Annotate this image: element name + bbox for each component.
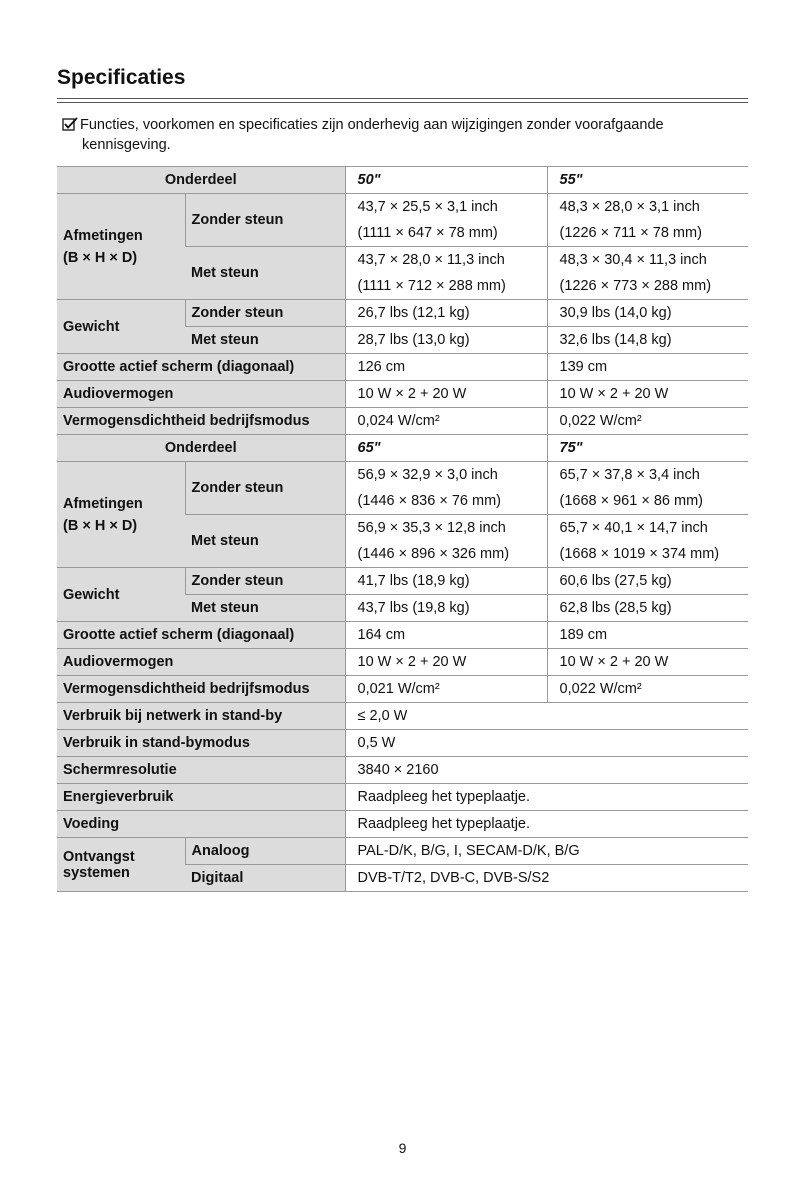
weight-value: 30,9 lbs (14,0 kg) [547,300,748,327]
part-header: Onderdeel [57,435,345,462]
power-density-value: 0,022 W/cm² [547,676,748,703]
weight-value: 41,7 lbs (18,9 kg) [345,568,547,595]
dimension-value: 56,9 × 35,3 × 12,8 inch (1446 × 896 × 326 mm) [345,515,547,568]
dimensions-label [57,194,185,300]
size-header: 50" [345,167,547,194]
dimension-value: 48,3 × 28,0 × 3,1 inch (1226 × 711 × 78 mm) [547,194,748,247]
digital-label: Digitaal [185,865,345,892]
screen-size-value: 189 cm [547,622,748,649]
power-density-value: 0,022 W/cm² [547,408,748,435]
table-row [57,381,748,408]
table-row [57,703,748,730]
with-stand-label: Met steun [185,515,345,568]
dimension-value: 56,9 × 32,9 × 3,0 inch (1446 × 836 × 76 mm) [345,462,547,515]
network-standby-value: ≤ 2,0 W [345,703,748,730]
table-row [57,838,748,865]
dimension-value: 65,7 × 37,8 × 3,4 inch (1668 × 961 × 86 mm) [547,462,748,515]
screen-size-value: 139 cm [547,354,748,381]
audio-value: 10 W × 2 + 20 W [547,381,748,408]
weight-value: 62,8 lbs (28,5 kg) [547,595,748,622]
note-paragraph [62,115,742,155]
dimensions-label-line1: Afmetingen [63,495,143,512]
supply-value: Raadpleeg het typeplaatje. [345,811,748,838]
power-density-label: Vermogensdichtheid bedrijfsmodus [57,408,345,435]
table-row [57,300,748,327]
analog-label: Analoog [185,838,345,865]
dimensions-label [57,462,185,568]
analog-value: PAL-D/K, B/G, I, SECAM-D/K, B/G [345,838,748,865]
screen-size-value: 164 cm [345,622,547,649]
spec-table [57,166,748,892]
weight-label: Gewicht [57,300,185,354]
part-header: Onderdeel [57,167,345,194]
without-stand-label: Zonder steun [185,568,345,595]
table-row [57,784,748,811]
dimension-value: 43,7 × 25,5 × 3,1 inch (1111 × 647 × 78 mm) [345,194,547,247]
note-line-1: Functies, voorkomen en specificaties zijn onderhevig aan wijzigingen zonder voorafgaande [80,117,664,133]
screen-size-label: Grootte actief scherm (diagonaal) [57,622,345,649]
supply-label: Voeding [57,811,345,838]
table-row [57,167,748,194]
weight-label: Gewicht [57,568,185,622]
with-stand-label: Met steun [185,247,345,300]
table-row [57,811,748,838]
resolution-value: 3840 × 2160 [345,757,748,784]
table-row [57,568,748,595]
table-row [57,194,748,247]
reception-label-line2: systemen [63,864,130,881]
screen-size-value: 126 cm [345,354,547,381]
standby-label: Verbruik in stand-bymodus [57,730,345,757]
without-stand-label: Zonder steun [185,194,345,247]
table-row [57,622,748,649]
table-row [57,435,748,462]
power-density-value: 0,021 W/cm² [345,676,547,703]
dimensions-label-line2: (B × H × D) [63,249,138,266]
weight-value: 32,6 lbs (14,8 kg) [547,327,748,354]
weight-value: 28,7 lbs (13,0 kg) [345,327,547,354]
size-header: 75" [547,435,748,462]
table-row [57,462,748,515]
dimension-value: 48,3 × 30,4 × 11,3 inch (1226 × 773 × 288 mm) [547,247,748,300]
page-title: Specificaties [57,66,186,89]
title-rule-bottom [57,102,748,103]
page-number: 9 [398,1140,407,1156]
reception-label-line1: Ontvangst [63,848,135,865]
size-header: 55" [547,167,748,194]
weight-value: 26,7 lbs (12,1 kg) [345,300,547,327]
dimensions-label-line1: Afmetingen [63,227,143,244]
power-density-value: 0,024 W/cm² [345,408,547,435]
weight-value: 60,6 lbs (27,5 kg) [547,568,748,595]
audio-label: Audiovermogen [57,381,345,408]
table-row [57,757,748,784]
audio-value: 10 W × 2 + 20 W [345,649,547,676]
without-stand-label: Zonder steun [185,300,345,327]
with-stand-label: Met steun [185,327,345,354]
energy-value: Raadpleeg het typeplaatje. [345,784,748,811]
screen-size-label: Grootte actief scherm (diagonaal) [57,354,345,381]
energy-label: Energieverbruik [57,784,345,811]
without-stand-label: Zonder steun [185,462,345,515]
note-line-2: kennisgeving. [82,137,171,153]
digital-value: DVB-T/T2, DVB-C, DVB-S/S2 [345,865,748,892]
table-row [57,354,748,381]
dimension-value: 65,7 × 40,1 × 14,7 inch (1668 × 1019 × 374 mm) [547,515,748,568]
audio-value: 10 W × 2 + 20 W [345,381,547,408]
power-density-label: Vermogensdichtheid bedrijfsmodus [57,676,345,703]
table-row [57,649,748,676]
network-standby-label: Verbruik bij netwerk in stand-by [57,703,345,730]
dimensions-label-line2: (B × H × D) [63,517,138,534]
audio-label: Audiovermogen [57,649,345,676]
table-row [57,408,748,435]
resolution-label: Schermresolutie [57,757,345,784]
size-header: 65" [345,435,547,462]
title-rule-top [57,98,748,99]
dimension-value: 43,7 × 28,0 × 11,3 inch (1111 × 712 × 288 mm) [345,247,547,300]
reception-label [57,838,185,892]
audio-value: 10 W × 2 + 20 W [547,649,748,676]
table-row [57,676,748,703]
weight-value: 43,7 lbs (19,8 kg) [345,595,547,622]
with-stand-label: Met steun [185,595,345,622]
table-row [57,730,748,757]
checkbox-note-icon [62,117,78,131]
standby-value: 0,5 W [345,730,748,757]
